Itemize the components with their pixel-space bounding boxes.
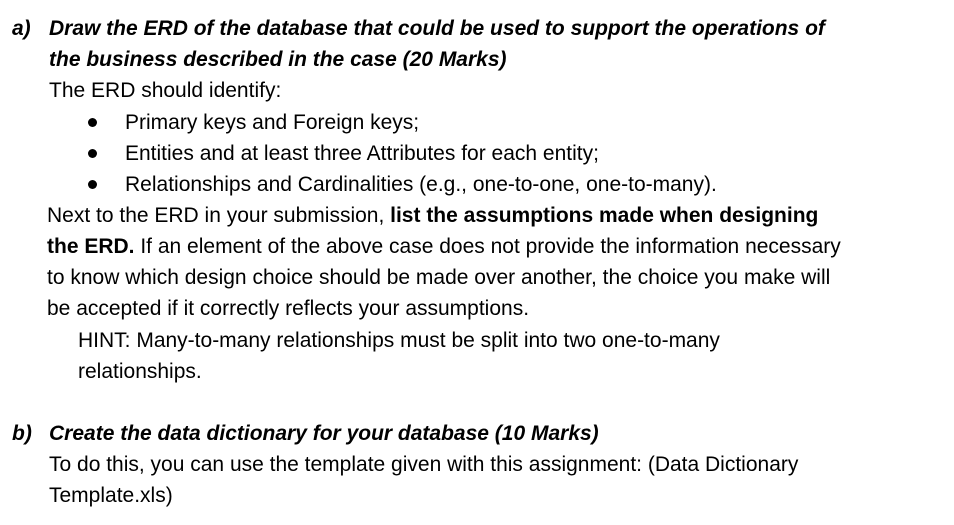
assumptions-plain-text: If an element of the above case does not provide the information necessary — [134, 235, 841, 258]
bullet-dot-icon — [88, 180, 97, 189]
hint-line-2: relationships. — [78, 360, 202, 383]
part-b-heading: Create the data dictionary for your database (10 Marks) — [49, 422, 599, 445]
bullet-item: Primary keys and Foreign keys; — [125, 111, 420, 134]
bullet-dot-icon — [88, 149, 97, 158]
hint-line-1: HINT: Many-to-many relationships must be split into two one-to-many — [78, 329, 720, 352]
assumptions-plain-text: Next to the ERD in your submission, — [47, 204, 391, 227]
bullet-item: Entities and at least three Attributes for each entity; — [125, 142, 599, 165]
bullet-item: Relationships and Cardinalities (e.g., one-to-one, one-to-many). — [125, 173, 717, 196]
part-a-intro: The ERD should identify: — [49, 79, 282, 102]
part-b-text-line-2: Template.xls) — [49, 484, 173, 507]
part-b-marker: b) — [12, 422, 32, 445]
assumptions-paragraph-line-3: to know which design choice should be made over another, the choice you make will — [47, 266, 831, 289]
assumptions-paragraph-line-4: be accepted if it correctly reflects your assumptions. — [47, 297, 530, 320]
part-a-heading-line-2: the business described in the case (20 Marks) — [49, 48, 507, 71]
assumptions-paragraph-line-1 — [47, 200, 818, 231]
assumptions-bold-text: the ERD. — [47, 235, 135, 258]
assumptions-paragraph-line-2 — [47, 231, 841, 262]
part-a-heading-line-1: Draw the ERD of the database that could be used to support the operations of — [49, 17, 825, 40]
part-b-text-line-1: To do this, you can use the template given with this assignment: (Data Dictionary — [49, 453, 799, 476]
bullet-dot-icon — [88, 118, 97, 127]
assumptions-bold-text: list the assumptions made when designing — [390, 204, 819, 227]
part-a-marker: a) — [12, 17, 31, 40]
